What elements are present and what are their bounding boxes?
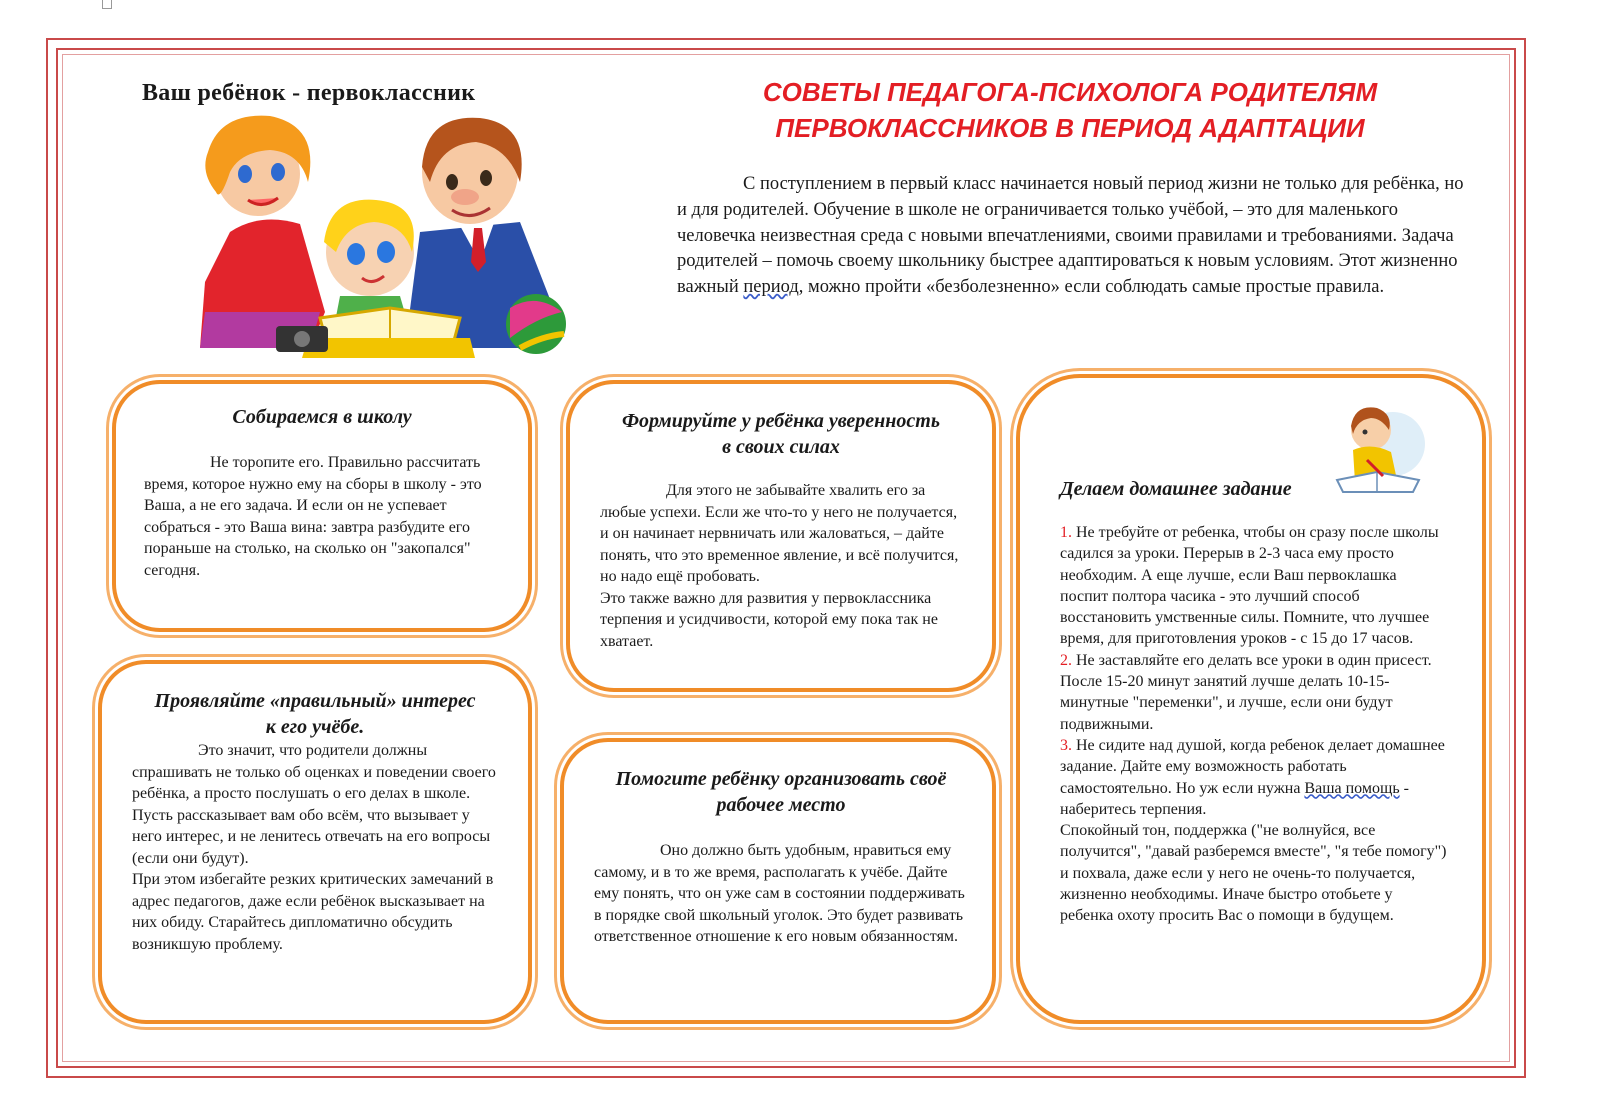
section-confidence — [566, 380, 996, 692]
section-confidence-text-2: Это также важно для развития у первоклассника терпения и усидчивости, которой ему пока так не хватает. — [600, 589, 938, 650]
intro-underlined-word: период, — [743, 277, 804, 298]
homework-item-1 — [1060, 522, 1448, 650]
homework-closing-text: Спокойный тон, поддержка ("не волнуйся, все получится", "давай разберемся вместе", "я тебе помогу") и похвала, даже если у него не очень-то получается, жизненно необходимы. Иначе быстро отобьете у ребенка охоту просить Вас о помощи в будущем. — [1060, 822, 1447, 925]
homework-item-2-number: 2. — [1060, 651, 1076, 669]
section-workplace-text: Оно должно быть удобным, нравиться ему самому, и в то же время, располагать к учёбе. Дайте ему понять, что он уже сам в состоянии поддерживать в порядке свой школьный уголок. Это будет развивать ответственное отношение к его новым обязанностям. — [594, 842, 965, 945]
homework-item-2-text: Не заставляйте его делать все уроки в один присест. После 15-20 минут занятий лучше делать 10-15-минутные "переменки", и лучше, если они будут подвижными. — [1060, 651, 1432, 733]
section-confidence-text-1: Для этого не забывайте хвалить его за любые успехи. Если же что-то у него не получается, и он начинает нервничать или жаловаться, – дайте понять, что это временное явление, и всё получится, но надо ещё пробовать. — [600, 482, 959, 585]
page-corner-mark — [102, 0, 112, 9]
section-interest-title-line-2: к его учёбе. — [265, 716, 365, 738]
section-getting-ready-text: Не торопите его. Правильно рассчитать время, которое нужно ему на сборы в школу - это Ваша, а не его задача. И если он не успевает собраться - это Ваша вина: завтра разбудите его пораньше на столько, на сколько он "закопался" сегодня. — [144, 454, 482, 579]
section-getting-ready — [112, 380, 532, 632]
homework-item-1-text: Не требуйте от ребенка, чтобы он сразу после школы садился за уроки. Перерыв в 2-3 часа ему просто необходим. А еще лучше, если Ваш первоклашка поспит полтора часика - это лучший способ восстановить умственные силы. Помните, что лучшее время, для приготовления уроков - с 15 до 17 часов. — [1060, 524, 1439, 648]
section-interest-title-line-1: Проявляйте «правильный» интерес — [154, 690, 476, 712]
child-doing-homework-illustration — [1327, 400, 1427, 498]
section-workplace — [560, 738, 996, 1024]
main-title — [690, 74, 1450, 146]
section-workplace-title-line-1: Помогите ребёнку организовать своё — [615, 768, 947, 790]
section-getting-ready-title: Собираемся в школу — [232, 406, 412, 428]
section-interest-text-1: Это значит, что родители должны спрашивать не только об оценках и поведении своего ребёнка, а просто послушать о его делах в школе. Пусть рассказывает вам обо всём, что вызывает у него интерес, и не ленитесь отвечать на его вопросы (если они будут). — [132, 742, 496, 867]
homework-item-1-number: 1. — [1060, 524, 1076, 541]
section-interest-text-2: При этом избегайте резких критических замечаний в адрес педагогов, даже если ребёнок высказывает на них обиду. Старайтесь дипломатично обсудить возникшую проблему. — [132, 871, 494, 953]
intro-text-part-2: можно пройти «безболезненно» если соблюдать самые простые правила. — [803, 277, 1385, 298]
homework-item-3-number: 3. — [1060, 736, 1076, 754]
homework-item-3 — [1060, 735, 1448, 820]
section-interest — [98, 660, 532, 1024]
homework-item-3-text-1: Не сидите над душой, когда ребенок делает домашнее задание. Дайте ему возможность работать самостоятельно. Но уж если нужна — [1060, 736, 1445, 797]
family-reading-illustration — [190, 112, 590, 358]
main-title-line-2: ПЕРВОКЛАССНИКОВ В ПЕРИОД АДАПТАЦИИ — [775, 113, 1365, 143]
section-confidence-title-line-1: Формируйте у ребёнка уверенность — [622, 410, 940, 432]
main-title-line-1: СОВЕТЫ ПЕДАГОГА-ПСИХОЛОГА РОДИТЕЛЯМ — [762, 77, 1378, 107]
homework-item-3-text-2: - наберитесь терпения. — [1060, 779, 1409, 818]
section-confidence-title-line-2: в своих силах — [722, 436, 840, 458]
poster-subtitle: Ваш ребёнок - первоклассник — [142, 80, 476, 106]
intro-paragraph — [677, 172, 1477, 301]
homework-item-2 — [1060, 650, 1448, 735]
section-homework-title: Делаем домашнее задание — [1060, 478, 1292, 500]
homework-item-3-underlined: Ваша помощь — [1304, 779, 1400, 797]
intro-text-part-1: С поступлением в первый класс начинается новый период жизни не только для ребёнка, но и для родителей. Обучение в школе не ограничивается только учёбой, – это для маленького человечка неизвестная среда с новыми впечатлениями, своими правилами и требованиями. Задача родителей – помочь своему школьнику быстрее адаптироваться к новым условиям. Этот жизненно важный — [677, 174, 1464, 298]
section-workplace-title-line-2: рабочее место — [716, 794, 846, 816]
